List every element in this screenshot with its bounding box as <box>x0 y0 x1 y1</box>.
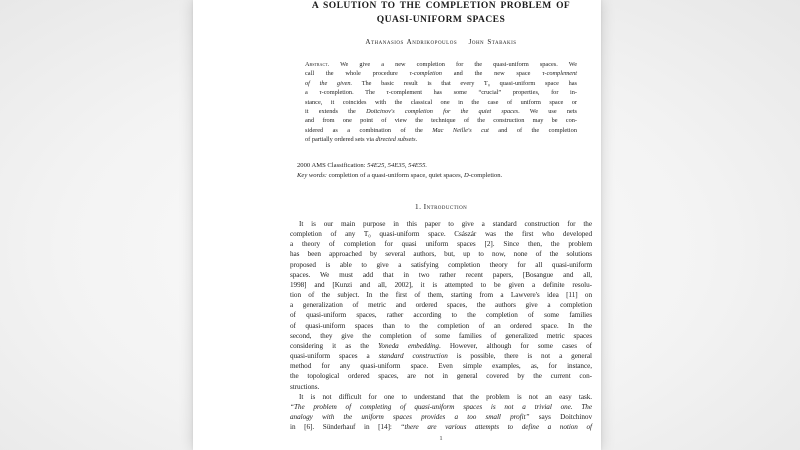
text-line: proposed is able to give a satisfying completion theory for all quasi-uniform <box>290 260 592 269</box>
text-line: it extends the Doitcinov's completion for the quiet spaces. We use nets <box>305 108 577 116</box>
text-line: of quasi-uniform spaces, rather according to the completion of some families <box>290 311 592 320</box>
text-line: Abstract. We give a new completion for the quasi-uniform spaces. We <box>305 61 577 68</box>
text-line: the topological ordered spaces, are not in general covered by the current con- <box>290 372 592 381</box>
text-line: QUASI-UNIFORM SPACES <box>376 14 506 25</box>
text-line: considering it as the Yoneda embedding. However, although for some cases of <box>290 341 593 350</box>
text-line: It is not difficult for one to understand that the problem is not an easy task. <box>299 392 592 401</box>
text-line: Key words: completion of a quasi-uniform space, quiet spaces, D-completion. <box>297 172 503 179</box>
text-line: “The problem of completing of quasi-uniform spaces is not a trivial one. The <box>290 402 592 411</box>
text-line: sidered as a combination of the Mac Neille's cut and of the completion <box>305 126 577 134</box>
text-line: has been approached by several authors, but, up to now, none of the solutions <box>290 250 592 259</box>
text-line: 1998] and [Kunzi and all, 2002], it is attempted to be given a definite resolu- <box>290 280 592 289</box>
text-line: A SOLUTION TO THE COMPLETION PROBLEM OF <box>311 1 571 11</box>
text-line: a τ-completion. The τ-complement has some “crucial” properties, for in- <box>305 89 578 97</box>
text-line: structions. <box>290 382 320 391</box>
text-line: It is our main purpose in this paper to give a standard construction for the <box>299 220 592 228</box>
paper-title <box>290 0 592 27</box>
text-line: in [6]. Sünderhauf in [14]: “there are various attempts to define a notion of <box>290 423 592 432</box>
classification-block <box>297 161 589 181</box>
paper-authors: Athanasios Andrikopoulos John Stabakis <box>365 38 517 46</box>
abstract-block <box>305 60 577 145</box>
text-line: of the given. The basic result is that every T₀ quasi-uniform space has <box>305 79 578 87</box>
text-line: second, they give the completion of some families of generalized metric spaces <box>290 331 592 340</box>
introduction-body <box>290 219 592 432</box>
text-line: quasi-uniform spaces a standard construction is possible, there is not a general <box>290 352 592 361</box>
text-line: a theory of completion for quasi uniform spaces [2]. Since then, the problem <box>290 240 592 249</box>
text-line: analogy with the uniform spaces provides a too small profit” says Doitchinov <box>290 412 592 421</box>
page-number: 1 <box>439 435 443 442</box>
text-line: of partially ordered sets via directed subsets. <box>305 136 418 144</box>
paper-page <box>193 0 601 450</box>
text-line: of quasi-uniform spaces than to the completion of an ordered space. In the <box>290 321 592 330</box>
text-line: a generalization of metric and ordered spaces, the authors give a completion <box>290 301 592 310</box>
section-heading: 1. Introduction <box>414 202 468 211</box>
text-line: 2000 AMS Classification: 54E25, 54E35, 54E55. <box>297 162 428 169</box>
text-line: method for any quasi-uniform space. Even simple examples, as, for instance, <box>290 362 592 371</box>
text-line: call the whole procedure τ-completion and the new space τ-complement <box>305 70 577 78</box>
text-line: spaces. We must add that in two rather recent papers, [Bosangue and all, <box>290 270 592 279</box>
text-line: tion of the subject. In the first of them, starting from a Lawvere's idea [11] on <box>290 291 592 300</box>
text-line: stance, it coincides with the classical one in the case of uniform space or <box>305 98 577 106</box>
text-line: and from one point of view the technique of the construction may be con- <box>305 117 577 125</box>
text-line: completion of any T₀ quasi-uniform space. Császár was the first who developed <box>290 230 592 239</box>
